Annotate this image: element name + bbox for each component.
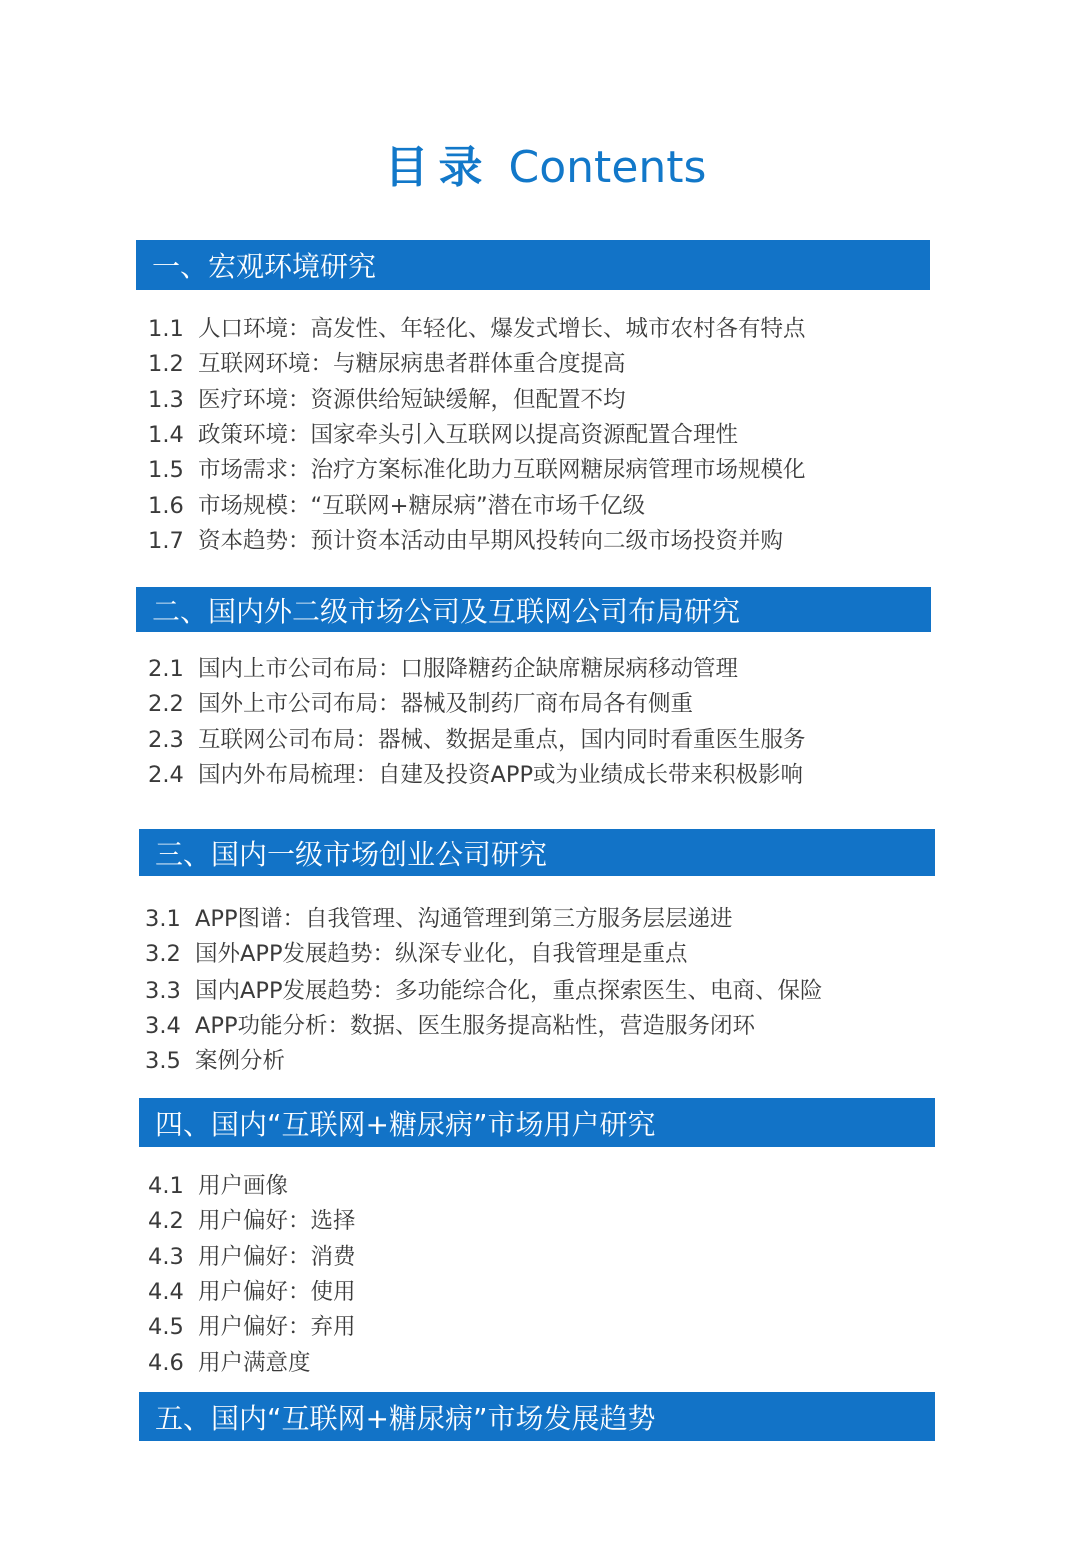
toc-item-text: 用户偏好：使用 (198, 1279, 356, 1305)
toc-item-text: 市场需求：治疗方案标准化助力互联网糖尿病管理市场规模化 (198, 457, 806, 483)
toc-item-number: 3.3 (145, 978, 181, 1004)
toc-item-number: 1.2 (148, 351, 184, 377)
toc-item-number: 2.1 (148, 656, 184, 682)
toc-item-number: 1.4 (148, 422, 184, 448)
toc-item[interactable] (145, 1011, 755, 1041)
toc-item[interactable] (148, 1171, 288, 1201)
toc-item[interactable] (148, 349, 626, 379)
toc-item[interactable] (148, 689, 693, 719)
toc-item-text: 资本趋势：预计资本活动由早期风投转向二级市场投资并购 (198, 528, 784, 554)
toc-item[interactable] (148, 491, 645, 521)
toc-item[interactable] (148, 385, 626, 415)
toc-item-text: 国外APP发展趋势：纵深专业化，自我管理是重点 (195, 941, 688, 967)
toc-item-number: 1.7 (148, 528, 184, 554)
toc-item[interactable] (145, 939, 688, 969)
toc-item-text: 国内外布局梳理：自建及投资APP或为业绩成长带来积极影响 (198, 762, 804, 788)
toc-item[interactable] (148, 1277, 356, 1307)
toc-item-text: 用户满意度 (198, 1350, 311, 1376)
section-heading-3: 三、国内一级市场创业公司研究 (139, 829, 935, 876)
title-chinese: 目录 (384, 142, 493, 193)
toc-item-text: 国内APP发展趋势：多功能综合化，重点探索医生、电商、保险 (195, 978, 823, 1004)
toc-item-text: 用户偏好：选择 (198, 1208, 356, 1234)
section-heading-2: 二、国内外二级市场公司及互联网公司布局研究 (136, 587, 931, 632)
toc-item-text: 用户偏好：消费 (198, 1244, 356, 1270)
toc-item-text: 互联网公司布局：器械、数据是重点，国内同时看重医生服务 (198, 727, 806, 753)
toc-item-text: 国外上市公司布局：器械及制药厂商布局各有侧重 (198, 691, 694, 717)
toc-item-number: 3.1 (145, 906, 181, 932)
section-heading-1: 一、宏观环境研究 (136, 240, 930, 290)
toc-item[interactable] (148, 420, 738, 450)
toc-item-text: 市场规模：“互联网+糖尿病”潜在市场千亿级 (198, 493, 646, 519)
toc-item-number: 4.1 (148, 1173, 184, 1199)
toc-item-text: 案例分析 (195, 1048, 286, 1074)
toc-item-number: 4.3 (148, 1244, 184, 1270)
toc-item-text: 政策环境：国家牵头引入互联网以提高资源配置合理性 (198, 422, 739, 448)
toc-item-number: 4.5 (148, 1314, 184, 1340)
toc-item-number: 2.2 (148, 691, 184, 717)
toc-item-number: 3.5 (145, 1048, 181, 1074)
toc-item-text: 用户画像 (198, 1173, 289, 1199)
toc-item[interactable] (148, 1348, 311, 1378)
toc-item-text: 用户偏好：弃用 (198, 1314, 356, 1340)
toc-item-number: 2.3 (148, 727, 184, 753)
toc-item-number: 3.4 (145, 1013, 181, 1039)
section-heading-5: 五、国内“互联网+糖尿病”市场发展趋势 (139, 1392, 935, 1441)
section-heading-4: 四、国内“互联网+糖尿病”市场用户研究 (139, 1098, 935, 1147)
toc-item-number: 3.2 (145, 941, 181, 967)
toc-item-number: 1.3 (148, 387, 184, 413)
toc-item[interactable] (148, 526, 783, 556)
toc-item[interactable] (148, 1206, 356, 1236)
toc-item[interactable] (145, 904, 733, 934)
toc-item[interactable] (148, 1312, 356, 1342)
toc-item[interactable] (148, 1242, 356, 1272)
toc-item-number: 4.4 (148, 1279, 184, 1305)
toc-item-text: APP图谱：自我管理、沟通管理到第三方服务层层递进 (195, 906, 733, 932)
toc-item[interactable] (148, 760, 803, 790)
toc-item-number: 1.1 (148, 316, 184, 342)
page-title (0, 138, 1091, 198)
toc-item[interactable] (148, 314, 806, 344)
toc-item[interactable] (148, 725, 806, 755)
toc-item-number: 2.4 (148, 762, 184, 788)
toc-item[interactable] (148, 654, 738, 684)
toc-item[interactable] (145, 1046, 285, 1076)
toc-item-number: 1.6 (148, 493, 184, 519)
title-english: Contents (508, 142, 707, 193)
toc-item[interactable] (145, 976, 823, 1006)
toc-item-text: 医疗环境：资源供给短缺缓解，但配置不均 (198, 387, 626, 413)
toc-item-number: 4.2 (148, 1208, 184, 1234)
toc-item-number: 1.5 (148, 457, 184, 483)
toc-item[interactable] (148, 455, 806, 485)
toc-item-text: 互联网环境：与糖尿病患者群体重合度提高 (198, 351, 626, 377)
toc-item-number: 4.6 (148, 1350, 184, 1376)
toc-item-text: 国内上市公司布局：口服降糖药企缺席糖尿病移动管理 (198, 656, 739, 682)
toc-item-text: 人口环境：高发性、年轻化、爆发式增长、城市农村各有特点 (198, 316, 806, 342)
toc-item-text: APP功能分析：数据、医生服务提高粘性，营造服务闭环 (195, 1013, 756, 1039)
